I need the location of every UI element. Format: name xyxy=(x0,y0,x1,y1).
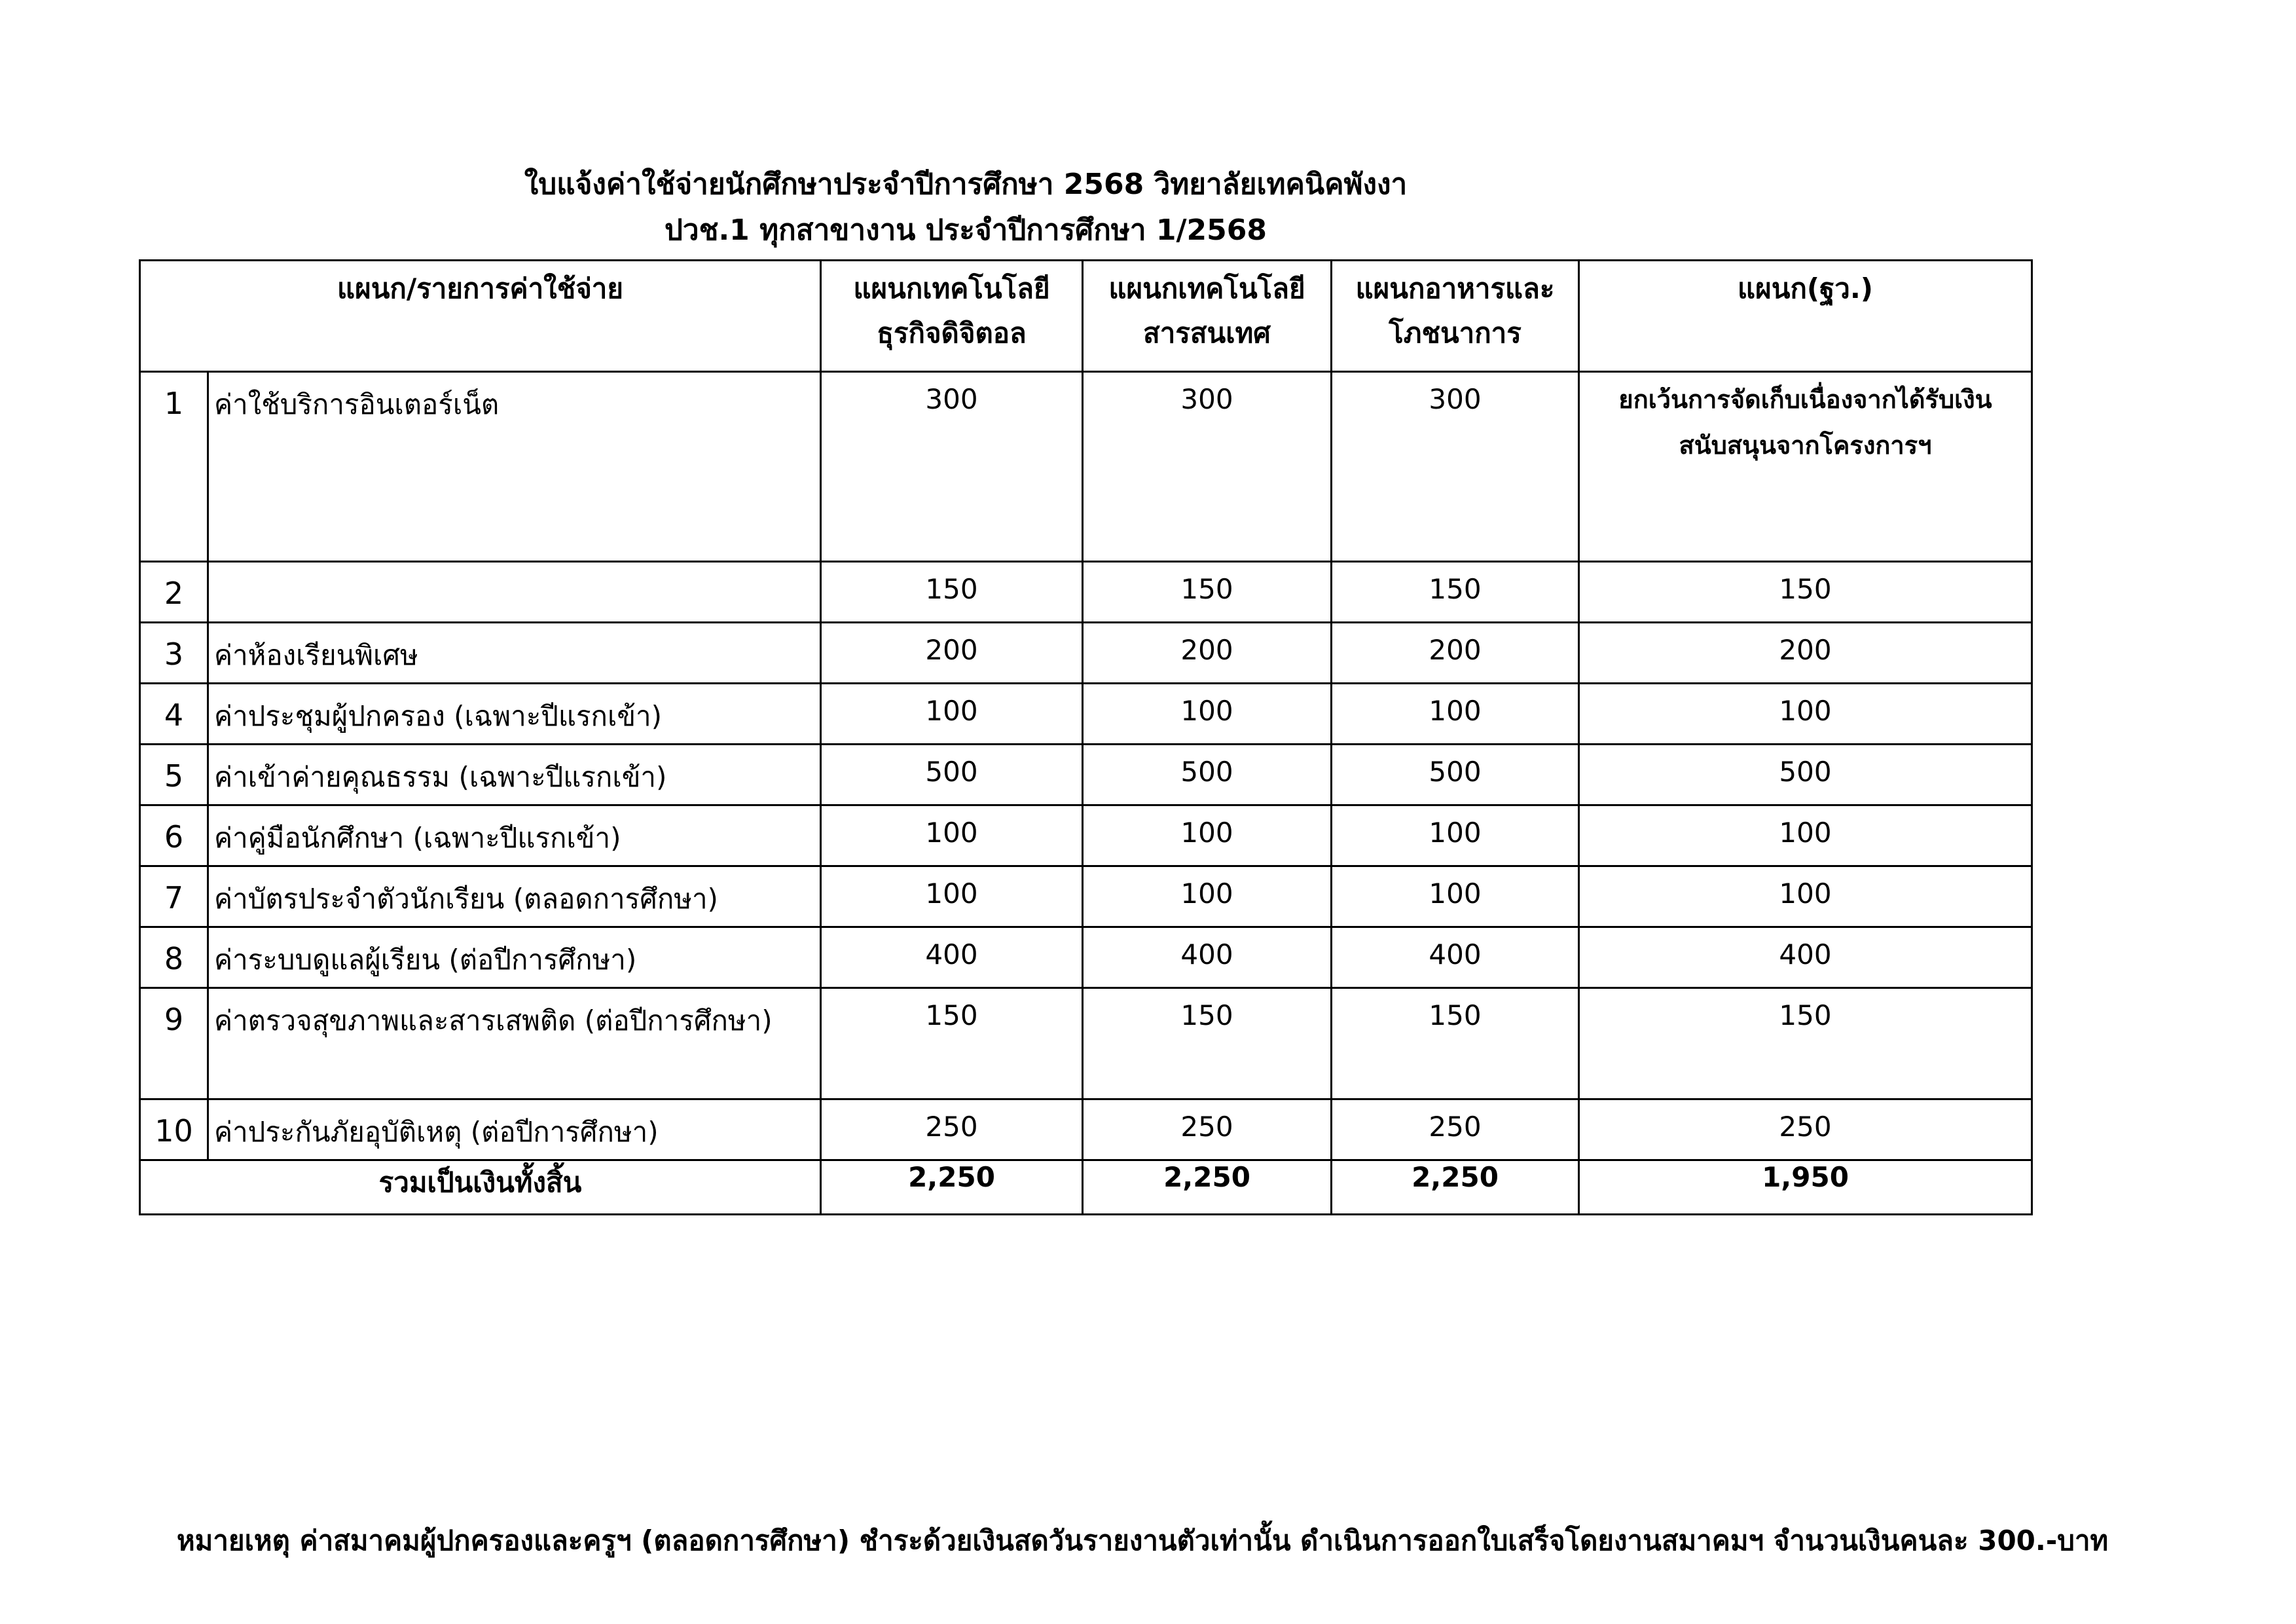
row-number: 8 xyxy=(140,927,208,988)
row-value: 150 xyxy=(1083,562,1332,623)
row-value: 400 xyxy=(821,927,1083,988)
row-value: 100 xyxy=(821,684,1083,745)
table-row xyxy=(140,372,2032,562)
row-value: 100 xyxy=(1083,866,1332,927)
row-item xyxy=(208,562,821,623)
table-row xyxy=(140,1099,2032,1160)
total-value: 2,250 xyxy=(821,1160,1083,1215)
row-value: 500 xyxy=(1332,745,1579,805)
row-value: 250 xyxy=(1579,1099,2032,1160)
row-value: 100 xyxy=(1579,805,2032,866)
header-dept-food-nutrition: แผนกอาหารและ โภชนาการ xyxy=(1332,261,1579,372)
row-item: ค่าบัตรประจำตัวนักเรียน (ตลอดการศึกษา) xyxy=(208,866,821,927)
row-value: 400 xyxy=(1332,927,1579,988)
row-value: 200 xyxy=(1083,623,1332,684)
row-value: 100 xyxy=(821,866,1083,927)
table-row xyxy=(140,866,2032,927)
table-header-row xyxy=(140,261,2032,372)
table-row xyxy=(140,623,2032,684)
row-value: 150 xyxy=(1083,988,1332,1099)
table-row xyxy=(140,562,2032,623)
row-value: 300 xyxy=(1332,372,1579,562)
row-number: 6 xyxy=(140,805,208,866)
row-value: 100 xyxy=(1332,866,1579,927)
row-number: 4 xyxy=(140,684,208,745)
row-value: 100 xyxy=(821,805,1083,866)
row-value: 300 xyxy=(821,372,1083,562)
row-number: 10 xyxy=(140,1099,208,1160)
total-label: รวมเป็นเงินทั้งสิ้น xyxy=(140,1160,821,1215)
row-value: 150 xyxy=(1579,988,2032,1099)
row-item: ค่าประชุมผู้ปกครอง (เฉพาะปีแรกเข้า) xyxy=(208,684,821,745)
row-item: ค่าระบบดูแลผู้เรียน (ต่อปีการศึกษา) xyxy=(208,927,821,988)
row-value: 150 xyxy=(1332,562,1579,623)
header-dept-it: แผนกเทคโนโลยี สารสนเทศ xyxy=(1083,261,1332,372)
page-subtitle: ปวช.1 ทุกสาขางาน ประจำปีการศึกษา 1/2568 xyxy=(664,213,1267,247)
table-row xyxy=(140,927,2032,988)
row-value: 100 xyxy=(1332,805,1579,866)
row-number: 2 xyxy=(140,562,208,623)
row-number: 1 xyxy=(140,372,208,562)
row-number: 3 xyxy=(140,623,208,684)
total-value: 2,250 xyxy=(1332,1160,1579,1215)
row-value: 400 xyxy=(1083,927,1332,988)
row-value: 250 xyxy=(1332,1099,1579,1160)
row-value: 100 xyxy=(1083,805,1332,866)
row-number: 5 xyxy=(140,745,208,805)
row-value: 150 xyxy=(1579,562,2032,623)
row-value: 200 xyxy=(1579,623,2032,684)
row-number: 7 xyxy=(140,866,208,927)
header-item: แผนก/รายการค่าใช้จ่าย xyxy=(140,261,821,372)
row-number: 9 xyxy=(140,988,208,1099)
row-value: 150 xyxy=(1332,988,1579,1099)
row-item: ค่าห้องเรียนพิเศษ xyxy=(208,623,821,684)
row-value: 400 xyxy=(1579,927,2032,988)
row-item: ค่าตรวจสุขภาพและสารเสพติด (ต่อปีการศึกษา) xyxy=(208,988,821,1099)
row-value: 150 xyxy=(821,988,1083,1099)
row-value: 100 xyxy=(1332,684,1579,745)
row-item: ค่าใช้บริการอินเตอร์เน็ต xyxy=(208,372,821,562)
total-row xyxy=(140,1160,2032,1215)
footer-note: หมายเหตุ ค่าสมาคมผู้ปกครองและครูฯ (ตลอดการศึกษา) ชำระด้วยเงินสดวันรายงานตัวเท่านั้น ดำเนินการออกใบเสร็จโดยงานสมาคมฯ จำนวนเงินคนละ 300.-บาท xyxy=(177,1524,2109,1557)
row-value: 100 xyxy=(1579,866,2032,927)
row-value: 500 xyxy=(1083,745,1332,805)
row-value: 250 xyxy=(821,1099,1083,1160)
row-item: ค่าเข้าค่ายคุณธรรม (เฉพาะปีแรกเข้า) xyxy=(208,745,821,805)
row-value: 200 xyxy=(1332,623,1579,684)
row-value: 100 xyxy=(1083,684,1332,745)
row-value: 250 xyxy=(1083,1099,1332,1160)
total-value: 1,950 xyxy=(1579,1160,2032,1215)
table-row xyxy=(140,805,2032,866)
row-item: ค่าประกันภัยอุบัติเหตุ (ต่อปีการศึกษา) xyxy=(208,1099,821,1160)
fee-table xyxy=(139,259,2033,1215)
row-value: 500 xyxy=(1579,745,2032,805)
total-value: 2,250 xyxy=(1083,1160,1332,1215)
table-row xyxy=(140,988,2032,1099)
row-value: 100 xyxy=(1579,684,2032,745)
header-dept-dual: แผนก(ฐว.) xyxy=(1579,261,2032,372)
header-dept-digital-business: แผนกเทคโนโลยี ธุรกิจดิจิตอล xyxy=(821,261,1083,372)
row-item: ค่าคู่มือนักศึกษา (เฉพาะปีแรกเข้า) xyxy=(208,805,821,866)
exemption-note: ยกเว้นการจัดเก็บเนื่องจากได้รับเงิน สนับสนุนจากโครงการฯ xyxy=(1579,372,2032,562)
page-title: ใบแจ้งค่าใช้จ่ายนักศึกษาประจำปีการศึกษา 2568 วิทยาลัยเทคนิคพังงา xyxy=(524,168,1408,201)
row-value: 150 xyxy=(821,562,1083,623)
row-value: 300 xyxy=(1083,372,1332,562)
row-value: 500 xyxy=(821,745,1083,805)
row-value: 200 xyxy=(821,623,1083,684)
table-row xyxy=(140,745,2032,805)
table-row xyxy=(140,684,2032,745)
